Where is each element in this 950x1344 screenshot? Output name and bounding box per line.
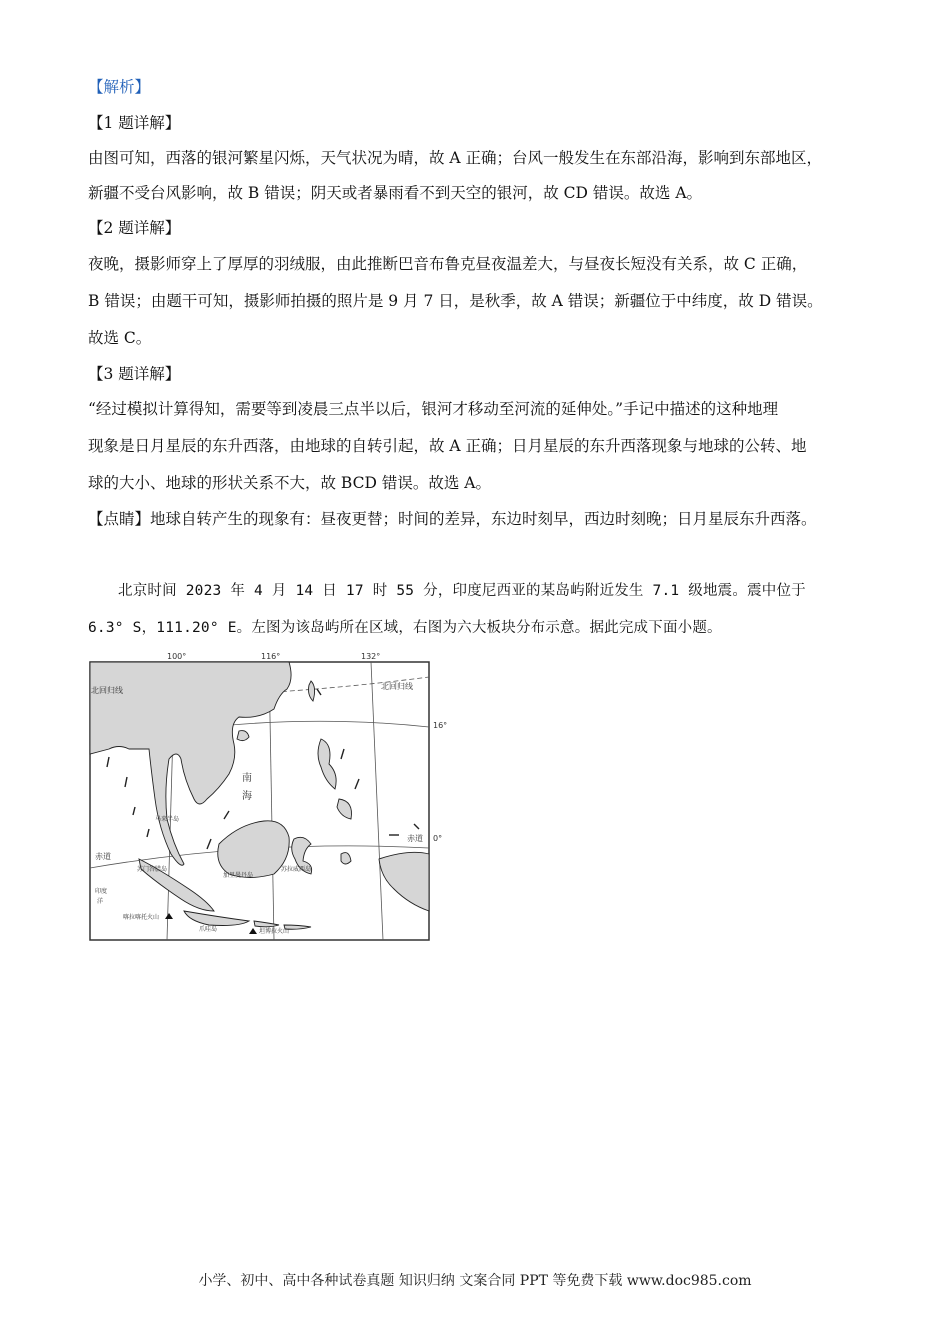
volcano-2-label: 坦博拉火山 xyxy=(259,928,290,935)
q2-line-2: B 错误；由题干可知，摄影师拍摄的照片是 9 月 7 日，是秋季，故 A 错误；新疆位于中纬度，故 D 错误。 xyxy=(88,292,823,310)
question-line-1: 北京时间 2023 年 4 月 14 日 17 时 55 分，印度尼西亚的某岛屿附近发生 7.1 级地震。震中位于 xyxy=(118,583,806,599)
kalimantan-label: 加里曼丹岛 xyxy=(223,872,254,879)
peninsula-label: 马来半岛 xyxy=(155,816,180,823)
q2-title: 【2 题详解】 xyxy=(88,219,181,237)
java-label: 爪哇岛 xyxy=(199,926,218,933)
volcano-1-label: 喀拉喀托火山 xyxy=(123,914,160,921)
sulawesi-label: 苏拉威西岛 xyxy=(281,866,312,873)
sumatra-label: 苏门答腊岛 xyxy=(137,866,168,873)
analysis-header: 【解析】 xyxy=(88,78,151,96)
tropic-left-label: 北回归线 xyxy=(91,686,123,695)
lon-label-132: 132° xyxy=(361,652,381,661)
q3-line-1: “经过模拟计算得知，需要等到凌晨三点半以后，银河才移动至河流的延伸处。”手记中描述的这种地理 xyxy=(88,400,779,418)
q1-line-1: 由图可知，西落的银河繁星闪烁，天气状况为晴，故 A 正确；台风一般发生在东部沿海，影响到东部地区， xyxy=(88,149,823,167)
q2-line-3: 故选 C。 xyxy=(88,329,152,347)
q1-title: 【1 题详解】 xyxy=(88,114,181,132)
q3-line-2: 现象是日月星辰的东升西落，由地球的自转引起，故 A 正确；日月星辰的东升西落现象与地球的公转、地 xyxy=(88,437,807,455)
ocean-label-2: 洋 xyxy=(97,898,104,905)
tip-line: 【点睛】地球自转产生的现象有：昼夜更替；时间的差异，东边时刻早，西边时刻晚；日月星辰东升西落。 xyxy=(88,510,817,528)
footer-text: 小学、初中、高中各种试卷真题 知识归纳 文案合同 PPT 等免费下载 www.doc985.com xyxy=(198,1273,752,1289)
q3-title: 【3 题详解】 xyxy=(88,365,181,383)
lon-label-116: 116° xyxy=(261,652,281,661)
region-map xyxy=(89,649,448,942)
question-line-2: 6.3° S，111.20° E。左图为该岛屿所在区域，右图为六大板块分布示意。据此完成下面小题。 xyxy=(88,620,722,636)
lon-label-100: 100° xyxy=(167,652,187,661)
q3-line-3: 球的大小、地球的形状关系不大，故 BCD 错误。故选 A。 xyxy=(88,474,491,492)
lat-label-16: 16° xyxy=(433,721,448,730)
equator-left-label: 赤道 xyxy=(95,852,111,861)
ocean-label-1: 印度 xyxy=(95,888,108,895)
equator-right-label: 赤道 xyxy=(407,834,423,843)
sea-label-2: 海 xyxy=(242,791,252,802)
q2-line-1: 夜晚，摄影师穿上了厚厚的羽绒服，由此推断巴音布鲁克昼夜温差大，与昼夜长短没有关系，故 C 正确， xyxy=(88,255,808,273)
tropic-right-label: 北回归线 xyxy=(381,682,413,691)
lat-label-0: 0° xyxy=(433,834,443,843)
sea-label-1: 南 xyxy=(242,773,252,784)
q1-line-2: 新疆不受台风影响，故 B 错误；阴天或者暴雨看不到天空的银河，故 CD 错误。故选 A。 xyxy=(88,184,703,202)
